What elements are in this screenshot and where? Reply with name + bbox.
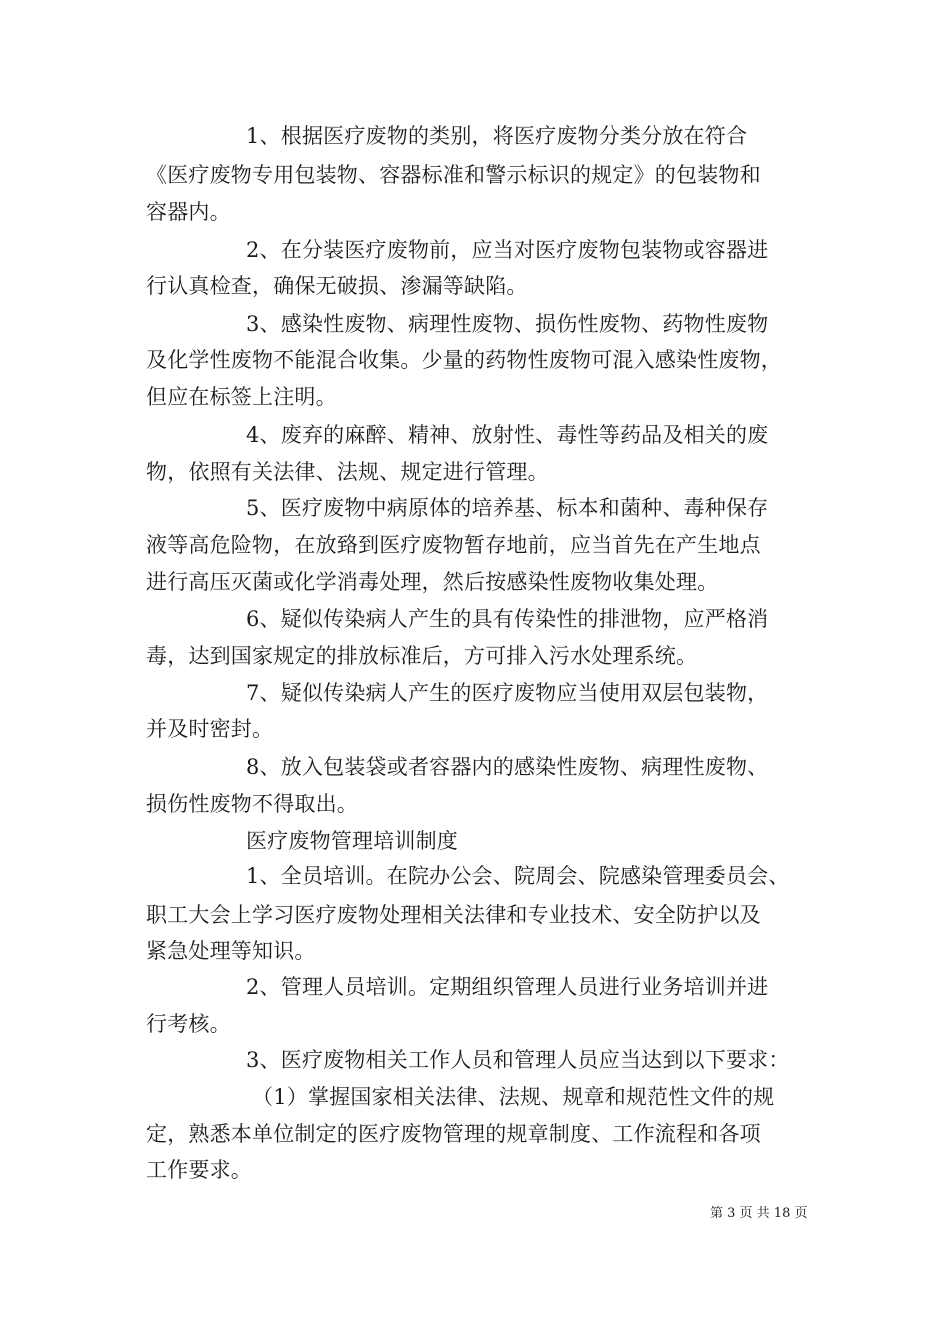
- text-line: 2、在分装医疗废物前，应当对医疗废物包装物或容器进: [246, 238, 769, 262]
- text-line: 8、放入包装袋或者容器内的感染性废物、病理性废物、: [246, 755, 769, 779]
- text-line: 定，熟悉本单位制定的医疗废物管理的规章制度、工作流程和各项: [146, 1122, 761, 1146]
- text-line: 行认真检查，确保无破损、渗漏等缺陷。: [146, 274, 528, 298]
- text-line: 但应在标签上注明。: [146, 385, 337, 409]
- text-line: 行考核。: [146, 1012, 231, 1036]
- text-line: 工作要求。: [146, 1158, 252, 1182]
- text-line: 2、管理人员培训。定期组织管理人员进行业务培训并进: [246, 975, 769, 999]
- text-line: 7、疑似传染病人产生的医疗废物应当使用双层包装物，: [246, 681, 769, 705]
- text-line: 及化学性废物不能混合收集。少量的药物性废物可混入感染性废物，: [146, 348, 782, 372]
- text-line: （1）掌握国家相关法律、法规、规章和规范性文件的规: [252, 1085, 775, 1109]
- text-line: 3、医疗废物相关工作人员和管理人员应当达到以下要求：: [246, 1048, 790, 1072]
- text-line: 进行高压灭菌或化学消毒处理，然后按感染性废物收集处理。: [146, 570, 719, 594]
- text-line: 职工大会上学习医疗废物处理相关法律和专业技术、安全防护以及: [146, 903, 761, 927]
- text-line: 6、疑似传染病人产生的具有传染性的排泄物，应严格消: [246, 607, 769, 631]
- text-line: 1、根据医疗废物的类别，将医疗废物分类分放在符合: [246, 124, 748, 148]
- text-line: 4、废弃的麻醉、精神、放射性、毒性等药品及相关的废: [246, 423, 769, 447]
- text-line: 5、医疗废物中病原体的培养基、标本和菌种、毒种保存: [246, 496, 769, 520]
- text-line: 《医疗废物专用包装物、容器标准和警示标识的规定》的包装物和: [146, 163, 761, 187]
- text-line: 3、感染性废物、病理性废物、损伤性废物、药物性废物: [246, 312, 769, 336]
- text-line: 损伤性废物不得取出。: [146, 792, 358, 816]
- text-line: 并及时密封。: [146, 717, 274, 741]
- page-number: 第 3 页 共 18 页: [710, 1206, 808, 1221]
- text-line: 液等高危险物，在放臵到医疗废物暂存地前，应当首先在产生地点: [146, 533, 761, 557]
- text-line: 紧急处理等知识。: [146, 939, 316, 963]
- section-heading: 医疗废物管理培训制度: [246, 829, 458, 853]
- text-line: 物，依照有关法律、法规、规定进行管理。: [146, 460, 549, 484]
- text-line: 1、全员培训。在院办公会、院周会、院感染管理委员会、: [246, 864, 790, 888]
- text-line: 容器内。: [146, 200, 231, 224]
- text-line: 毒，达到国家规定的排放标准后，方可排入污水处理系统。: [146, 644, 698, 668]
